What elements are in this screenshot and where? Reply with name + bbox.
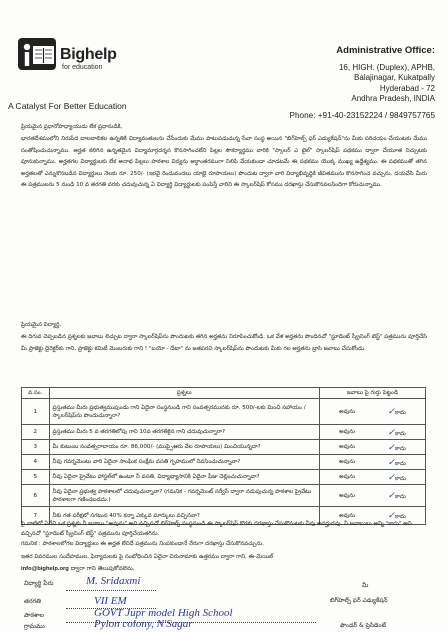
check-mark-icon: ✓ [387,406,396,416]
email-suffix: ద్వారా గాని తెలుపుకోవలెను. [70,566,135,572]
row-number: 6 [22,485,50,507]
table-row [22,425,426,440]
answer-no[interactable]: కాదు [395,475,406,482]
brand-name: Bighelp [60,46,117,63]
answer-yes[interactable]: అవును [339,474,356,480]
note-remark: గమనిక : పాఠశాలలోగల విద్యార్థులు ఈ అర్హత లేనిదే పత్రమును నింపకుండానే నేరుగా దరఖాస్తు చేసుకొనవచ్చును. [21,541,264,547]
email-line [21,565,135,573]
office-address [290,45,435,120]
paragraph-instructions: ఈ దిగువ చెప్పబడిన ప్రశ్నలకు జవాబు లిచ్చుట ద్వారా స్కాలర్‌షిప్‌ను పొందుటకు తగిన అర్హతను నిరూపించుకోండి. ఒక వేళ అర్హతను పొందినచో "స్టూడెంట్ స్క్రీనింగ్ టెస్ట్" పత్రమును పూర్తిచేసి మీ ప్రాజెక్టు డైరెక్టర్‌కు గాని, ప్రాజెక్టు కమిటీ మెంబరుకు గాని ! "బయో - డేటా" ను జతపరచి స్కాలర్‌షిప్‌ను పొందుటకు మీకు గల అర్హతను బ్రాసి జవాబు చేసుకోండు. [21,334,427,352]
answer-yes[interactable]: అవును [339,459,356,465]
table-row [22,470,426,485]
student-name-value[interactable]: M. Sridaxmi [86,575,141,587]
question-text: నీవు గవర్నమెంటు వారి ఏదైనా సాంఘిక సంక్షేమ వసతి గృహములో నివసించుచున్నావా? [49,455,319,470]
school-value[interactable]: GOVT Jupr model High School [94,607,233,619]
paragraph-intro: భారతదేశములోని నిరుపేద బాలబాలికల ఉన్నతికి విద్యావంతులను చేసేందుకు మేము పాటుపడుచున్న సేవా సంస్థ అయిన "బిగ్‌హెల్ప్ ఫర్ ఎడ్యుకేషన్"ను మీకు పరిచయం చేయుటకు మేము సంతోషించుచున్నాము. అర్హత కలిగిన ఉన్నతమైన విద్యామార్గదర్శన కొనసాగించలేని పిల్లల సౌకర్యార్థము వారికి "స్కాలర్ ఎ టైల్" స్కాలర్‌షిప్ పథకము ద్వారా చేయూత నిచ్చుటకు పూనుకున్నాము. అర్హతగల విద్యార్థులకు లేక అనాథ పిల్లలు పాఠశాల విద్యను అర్ధాంతరముగా నిలిపి వేయకుండా చూడటమే ఈ పథకము యొక్క ముఖ్య ఉద్దేశ్యము. ఈ పథకముతో తగిన అర్హతలతో ఎన్నుకొనబడిన విద్యార్థులు నెలకు రూ. 250/- (ఇరవై రెండువందలు యాభై రూపాయలు) పొందుట ద్వారా వారి విద్యాభివృద్ధికి జీవితమును కొనసాగించ వచ్చును. దయచేసి మీరు ఈ పత్రములను 5 నుండి 10 వ తరగతి వరకు చదువుచున్న ఏ విద్యార్థి విద్యార్థులకు పంపిస్తే వారిని ఈ స్కాలర్‌షిప్ కోసము దరఖాస్తు చేసుకొనవలసిందిగా కోరుచున్నాము. [21,136,427,188]
answer-yes[interactable]: అవును [339,408,356,415]
row-number: 4 [22,455,50,470]
answer-no[interactable]: కాదు [395,430,406,437]
salutation-student: ప్రియమైన విద్యార్థి, [21,322,62,328]
salutation-headmaster: ప్రియమైన ప్రధానోపాధ్యాయుడు లేక ప్రధానుడికి, [21,124,123,130]
check-mark-icon: ✓ [387,456,396,467]
check-mark-icon: ✓ [387,471,396,482]
address-line: 16, HIGH. (Duplex), APHB, [338,63,435,72]
check-mark-icon: ✓ [387,441,396,452]
address-line: Andhra Pradesh, INDIA [351,94,435,104]
question-text: నీకు గత పరీక్షలో సగటున 40% కన్నా ఎక్కువ మార్కులు వచ్చినవా? [49,507,319,525]
contact-note: ఇతర వివరముల సందేహముల, ఫిర్యాదులకు పై సంబోధించిన ఏదైనా చిరునామాకు ఉత్తరము ద్వారా గాని, ఈ-మెయిల్ [21,554,274,560]
signature-greeting: మీ [362,582,369,589]
signature-org: బిగ్‌హెల్ప్ ఫర్ ఎడ్యుకేషన్ [330,597,388,604]
row-number: 7 [22,507,50,525]
answer-no[interactable]: కాదు [395,460,406,467]
check-mark-icon: ✓ [387,490,396,500]
column-header: వ.సం. [22,388,50,399]
question-text: ప్రస్తుతము మీరు 5 వ తరగతిలోపు గాని 10వ తరగతికైన గాని చదువుచున్నారా? [49,425,319,440]
office-title: Administrative Office: [336,45,435,56]
row-number: 2 [22,425,50,440]
row-number: 5 [22,470,50,485]
email-link[interactable]: info@bighelp.org [21,566,69,572]
village-value[interactable]: Pylon colony, N'Sagar [94,618,193,630]
column-header: ప్రశ్నలు [49,388,319,399]
question-text: ప్రస్తుతము మీరు ప్రభుత్వముపుండు గాని ఏదైనా సంస్థనుండి గాని సంవత్సరమునకు రూ. 500/-లకు మించి సహాయం / స్కాలర్‌షిప్‌ను పొందుచున్నారా? [49,399,319,425]
answer-no[interactable]: కాదు [395,445,406,452]
village-label: గ్రామము [24,623,45,630]
row-number: 1 [22,399,50,425]
check-mark-icon: ✓ [387,426,396,437]
table-header-row [22,388,426,399]
class-value[interactable]: VII EM [94,595,127,607]
address-line: Hyderabad - 72 [379,83,435,93]
question-text: నీవు ఏదైనా ప్రైవేటు హాస్టల్‌లో ఉంటూ నీ వసతి, విద్యాభ్యాసానికి ఏదైనా ఫీజు చెల్లించుచున్నావా? [49,470,319,485]
table-row [22,399,426,425]
phone-number: Phone: +91-40-23152224 / 9849757765 [289,110,435,120]
answer-yes[interactable]: అవును [339,512,356,519]
school-label: పాఠశాల [24,612,44,619]
table-row [22,440,426,455]
tagline: A Catalyst For Better Education [8,101,127,111]
answer-yes[interactable]: అవును [339,444,356,450]
student-name-line [66,590,156,591]
student-name-label: విద్యార్థి పేరు [24,580,54,587]
table-row [22,455,426,470]
column-header: జవాబు పై గుర్తు పెట్టండి [319,388,425,399]
answer-yes[interactable]: అవును [339,429,356,435]
question-text: మీ కుటుంబ సంవత్సరాదాయం రూ. 86,000/- (ముప్పైఆరు వేల రూపాయలు) మించియున్నదా? [49,440,319,455]
check-mark-icon: ✓ [387,510,396,520]
eligibility-questions-table [21,387,426,525]
answer-no[interactable]: కాదు [395,410,406,416]
class-label: తరగతి [24,598,41,605]
row-number: 3 [22,440,50,455]
bighelp-logo-icon [16,36,58,72]
answer-no[interactable]: కాదు [395,494,406,500]
question-text: నీవు ఏదైనా ప్రభుత్వ పాఠశాలలో చదువుచున్నావా? (గమనిక - గవర్నమెంట్ సర్వీసే ద్వారా నడుపుచున్న పాఠశాల ప్రైవేటు పాఠశాలగా గణించబడదు.) [49,485,319,507]
signature-title: ఫౌండర్ & ప్రెసిడెంట్ [340,622,387,629]
answer-no[interactable]: కాదు [395,514,406,520]
brand-subtitle: for education [62,64,103,71]
address-line: Balajinagar, Kukatpally [354,73,435,83]
table-row [22,485,426,507]
eligibility-note: పై వాటిలో ఏదేని ఒక ప్రశ్నకు నీ జవాబు "అవును" అని వచ్చినచో బిగ్‌హెల్ప్ సంస్థనుండి ఈ స్కాలర్‌షిప్ కొరకు దరఖాస్తు చేసుకొనుటకు నీవు అనర్హుడవు. నీ జవాబులు అన్ని "కాదు" అని వచ్చినచో "స్టూడెంట్ స్క్రీనింగ్ టెస్ట్" పత్రమును పూర్తిచేయతగిను. [21,521,412,537]
answer-yes[interactable]: అవును [339,492,356,499]
